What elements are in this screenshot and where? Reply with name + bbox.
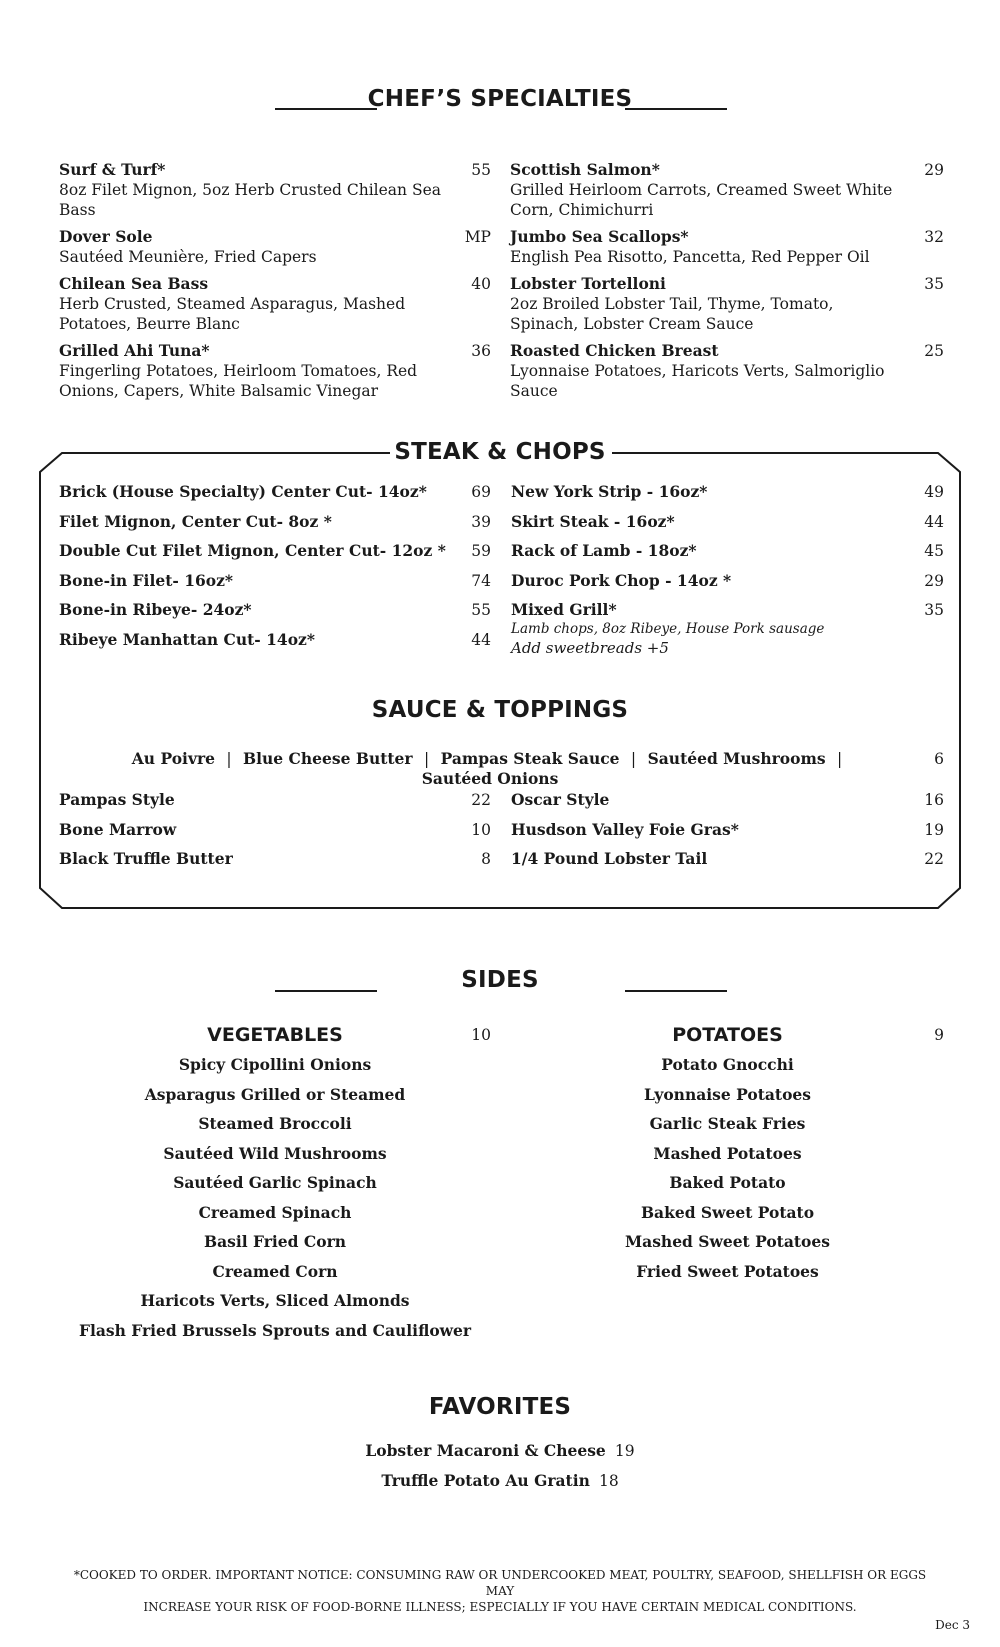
steak-right-column <box>511 482 944 658</box>
item-description: English Pea Risotto, Pancetta, Red Pepper Oil <box>510 248 870 266</box>
sauce-options-price: 6 <box>934 750 944 768</box>
item-price: 18 <box>598 1471 619 1490</box>
list-item: Creamed Spinach <box>198 1202 352 1222</box>
vegetables-price: 10 <box>471 1026 491 1044</box>
item-price: 32 <box>924 228 944 246</box>
item-description: Lyonnaise Potatoes, Haricots Verts, Salmoriglio Sauce <box>510 362 885 400</box>
item-name: Filet Mignon, Center Cut- 8oz * <box>59 511 332 531</box>
item-price: 8 <box>481 850 491 868</box>
menu-item <box>511 512 944 542</box>
item-price: 22 <box>924 850 944 868</box>
sauce-option: Sautéed Mushrooms <box>647 749 826 768</box>
item-price: 59 <box>471 542 491 560</box>
item-description: Grilled Heirloom Carrots, Creamed Sweet White Corn, Chimichurri <box>510 181 893 219</box>
item-price: 44 <box>924 512 944 531</box>
item-name: New York Strip - 16oz* <box>511 482 708 501</box>
item-name: Surf & Turf* <box>59 160 166 179</box>
item-name: Bone-in Ribeye- 24oz* <box>59 600 252 619</box>
list-item: Garlic Steak Fries <box>649 1114 806 1133</box>
vegetables-heading: VEGETABLES <box>207 1024 343 1046</box>
item-note: Lamb chops, 8oz Ribeye, House Pork sausage <box>511 621 825 637</box>
item-price: 25 <box>924 342 944 360</box>
menu-item <box>511 541 944 571</box>
item-name: Lobster Tortelloni <box>510 274 666 293</box>
item-price: 55 <box>471 601 491 619</box>
list-item: Creamed Corn <box>212 1261 338 1281</box>
item-price: MP <box>464 228 491 246</box>
menu-item <box>59 600 491 630</box>
item-price: 29 <box>924 161 944 179</box>
notice-line: INCREASE YOUR RISK OF FOOD-BORNE ILLNESS; ESPECIALLY IF YOU HAVE CERTAIN MEDICAL CONDITIONS. <box>143 1600 857 1614</box>
item-description: Fingerling Potatoes, Heirloom Tomatoes, Red Onions, Capers, White Balsamic Vinegar <box>59 362 418 400</box>
menu-item <box>59 512 491 542</box>
item-name: Skirt Steak - 16oz* <box>511 511 675 531</box>
list-item: Sautéed Wild Mushrooms <box>163 1143 387 1163</box>
item-price: 55 <box>471 161 491 179</box>
sauce-option: Pampas Steak Sauce <box>440 749 620 768</box>
sides-title: SIDES <box>461 967 539 993</box>
list-item <box>0 1436 1000 1466</box>
menu-item <box>511 482 944 512</box>
sauce-toppings-title: SAUCE & TOPPINGS <box>371 697 629 723</box>
menu-item <box>59 541 491 571</box>
list-item: Spicy Cipollini Onions <box>178 1055 372 1074</box>
favorites-list <box>0 1436 1000 1495</box>
separator: | <box>630 750 637 768</box>
menu-item <box>59 630 491 660</box>
item-price: 40 <box>471 275 491 293</box>
item-name: Black Truffle Butter <box>59 849 233 868</box>
menu-item <box>511 790 944 820</box>
item-name: Bone-in Filet- 16oz* <box>59 570 234 590</box>
separator: | <box>226 750 232 768</box>
item-name: Lobster Macaroni & Cheese <box>365 1441 606 1460</box>
list-item: Potato Gnocchi <box>661 1055 794 1074</box>
item-addon: Add sweetbreads +5 <box>511 639 669 657</box>
separator: | <box>836 750 843 768</box>
item-name: Scottish Salmon* <box>510 160 660 179</box>
list-item: Fried Sweet Potatoes <box>636 1261 819 1281</box>
favorites-title: FAVORITES <box>428 1394 572 1420</box>
separator: | <box>423 750 430 768</box>
list-item: Sautéed Garlic Spinach <box>173 1173 377 1192</box>
sauce-option: Au Poivre <box>131 749 215 768</box>
notice-line: *COOKED TO ORDER. IMPORTANT NOTICE: CONSUMING RAW OR UNDERCOOKED MEAT, POULTRY, SEAFOOD, SHELLFISH OR EGGS MAY <box>73 1568 927 1598</box>
date-code: Dec 3 <box>935 1618 970 1632</box>
menu-item <box>59 790 491 820</box>
item-price: 22 <box>471 791 491 809</box>
menu-item <box>59 849 491 879</box>
item-price: 10 <box>471 820 491 839</box>
list-item: Flash Fried Brussels Sprouts and Cauliflower <box>78 1320 472 1340</box>
item-name: Dover Sole <box>59 227 153 246</box>
menu-item <box>59 482 491 512</box>
potatoes-price: 9 <box>934 1026 944 1044</box>
list-item: Haricots Verts, Sliced Almonds <box>140 1291 410 1310</box>
item-price: 69 <box>471 483 491 501</box>
item-name: Truffle Potato Au Gratin <box>381 1470 590 1490</box>
item-name: Roasted Chicken Breast <box>510 341 719 360</box>
item-name: Mixed Grill* <box>511 600 617 619</box>
sauce-option: Sautéed Onions <box>421 769 559 788</box>
item-name: Grilled Ahi Tuna* <box>59 341 210 360</box>
item-price: 44 <box>471 630 491 649</box>
item-name: 1/4 Pound Lobster Tail <box>511 849 708 868</box>
item-name: Bone Marrow <box>59 819 177 839</box>
menu-item <box>59 571 491 601</box>
item-description: 2oz Broiled Lobster Tail, Thyme, Tomato, Spinach, Lobster Cream Sauce <box>510 295 834 333</box>
list-item <box>0 1466 1000 1496</box>
list-item: Lyonnaise Potatoes <box>643 1084 811 1104</box>
toppings-left-column <box>59 790 491 879</box>
sauce-option: Blue Cheese Butter <box>243 749 413 768</box>
item-description: Sautéed Meunière, Fried Capers <box>59 248 317 266</box>
item-price: 19 <box>924 820 944 839</box>
item-price: 39 <box>471 512 491 531</box>
list-item: Baked Sweet Potato <box>640 1202 815 1222</box>
item-price: 29 <box>924 571 944 590</box>
item-name: Duroc Pork Chop - 14oz * <box>511 570 732 590</box>
menu-item <box>511 571 944 601</box>
health-notice <box>60 1567 940 1615</box>
menu-item <box>511 849 944 879</box>
item-name: Oscar Style <box>511 790 610 809</box>
item-price: 74 <box>471 571 491 590</box>
item-name: Husdson Valley Foie Gras* <box>511 819 739 839</box>
vegetables-column <box>59 1020 491 1345</box>
list-item: Mashed Potatoes <box>653 1143 802 1163</box>
item-name: Jumbo Sea Scallops* <box>510 227 689 246</box>
item-name: Ribeye Manhattan Cut- 14oz* <box>59 629 315 649</box>
list-item: Mashed Sweet Potatoes <box>625 1232 830 1251</box>
toppings-right-column <box>511 790 944 879</box>
item-price: 36 <box>471 342 491 360</box>
item-description: Herb Crusted, Steamed Asparagus, Mashed Potatoes, Beurre Blanc <box>59 295 406 333</box>
chefs-specialties-title: CHEF’S SPECIALTIES <box>367 86 633 112</box>
potatoes-heading: POTATOES <box>672 1024 783 1046</box>
list-item: Basil Fried Corn <box>203 1232 347 1251</box>
item-price: 45 <box>924 542 944 560</box>
item-price: 35 <box>924 275 944 293</box>
item-price: 35 <box>924 601 944 619</box>
sauce-options-line <box>120 749 860 789</box>
item-name: Brick (House Specialty) Center Cut- 14oz* <box>59 482 427 501</box>
item-name: Rack of Lamb - 18oz* <box>511 541 697 560</box>
menu-item <box>511 820 944 850</box>
list-item: Baked Potato <box>669 1173 786 1192</box>
mixed-grill-item <box>511 600 944 658</box>
item-name: Chilean Sea Bass <box>59 274 209 293</box>
item-name: Pampas Style <box>59 790 175 809</box>
potatoes-column <box>511 1020 944 1286</box>
item-description: 8oz Filet Mignon, 5oz Herb Crusted Chilean Sea Bass <box>59 181 441 219</box>
list-item: Asparagus Grilled or Steamed <box>144 1084 406 1104</box>
list-item: Steamed Broccoli <box>198 1114 352 1133</box>
item-price: 49 <box>924 483 944 501</box>
item-price: 19 <box>614 1442 635 1460</box>
item-name: Double Cut Filet Mignon, Center Cut- 12oz * <box>59 541 446 560</box>
menu-item <box>59 820 491 850</box>
steak-left-column <box>59 482 491 659</box>
item-price: 16 <box>924 791 944 809</box>
steak-chops-title: STEAK & CHOPS <box>394 439 606 465</box>
